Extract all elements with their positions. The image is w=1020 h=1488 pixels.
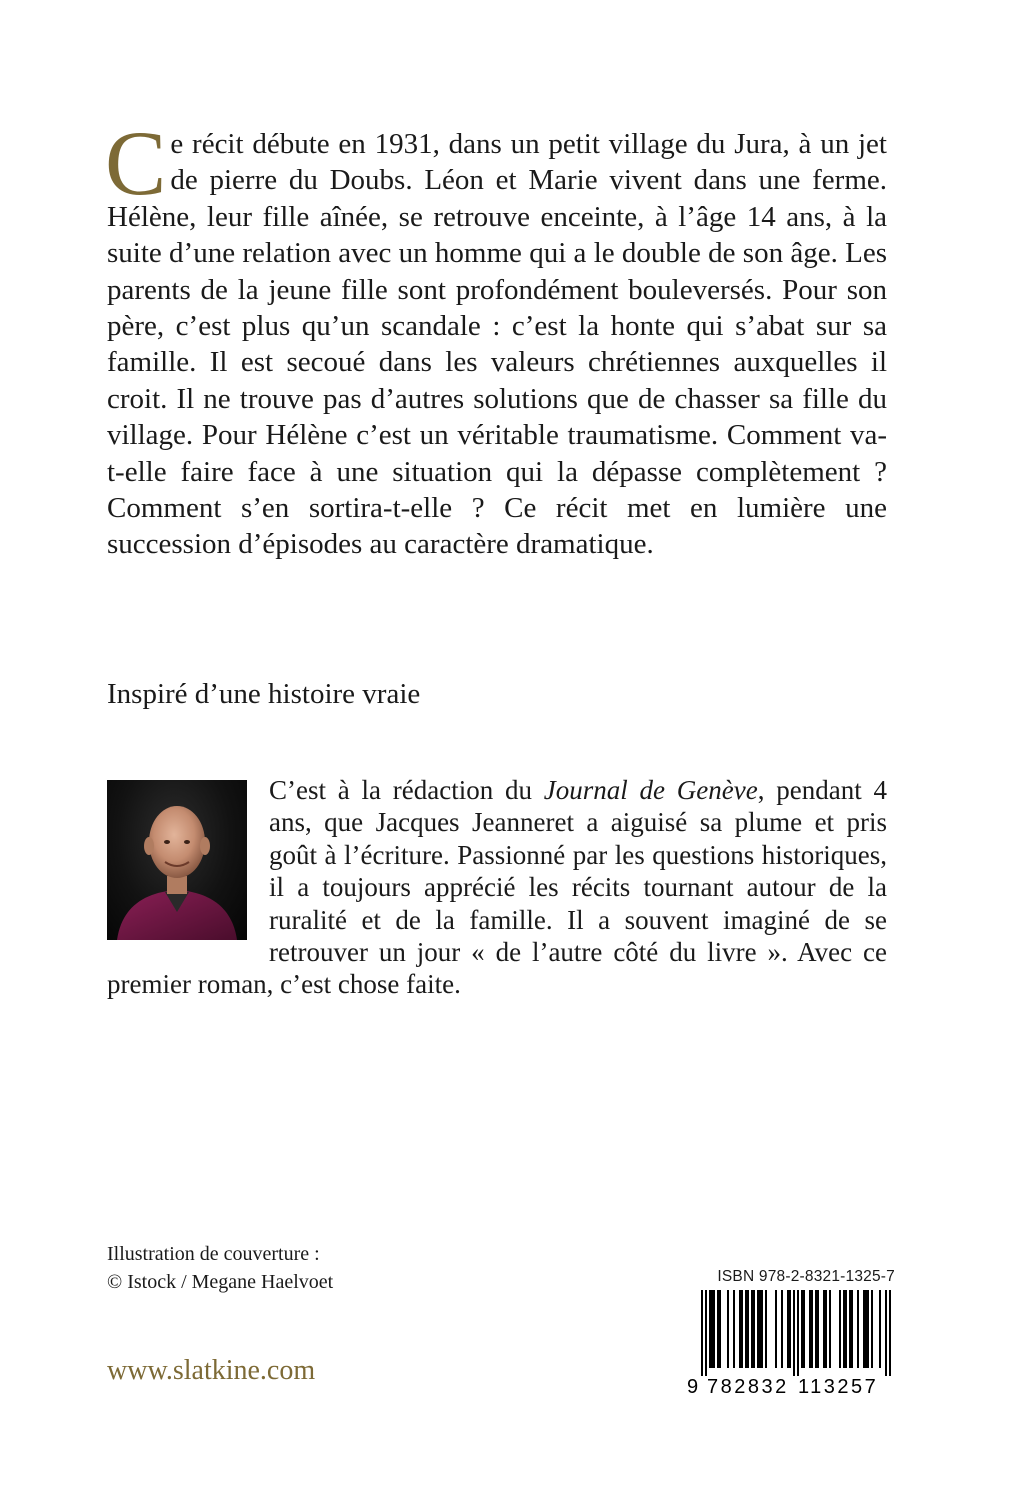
credits-line-1: Illustration de couverture : (107, 1243, 320, 1265)
barcode-bar (817, 1290, 819, 1368)
barcode-bar (803, 1290, 805, 1368)
blurb-text: e récit débute en 1931, dans un petit village du Jura, à un jet de pierre du Doubs. Léon et Marie vivent dans une ferme. Hélène, leur fille aînée, se retrouve enceinte, à l’âge 14 ans, à la suite d’une relation avec un homme qui a le double de son âge. Les parents de la jeune fille sont profondément bouleversés. Pour son père, c’est plus qu’un scandale : c’est la honte qui s’abat sur sa famille. Il est secoué dans les valeurs chrétiennes auxquelles il croit. Il ne trouve pas d’autres solutions que de chasser sa fille du village. Pour Hélène c’est un véritable traumatisme. Comment va-t-elle faire face à une situation qui la dépasse complètement ? Comment s’en sortira-t-elle ? Ce récit met en lumière une succession d’épisodes au caractère dramatique. (107, 128, 887, 561)
tagline: Inspiré d’une histoire vraie (107, 678, 421, 710)
barcode-bar (879, 1290, 881, 1368)
barcode-bar (765, 1290, 767, 1368)
drop-cap-letter: C (105, 112, 167, 214)
barcode-bar (789, 1290, 791, 1368)
isbn-right-digits: 113257 (798, 1376, 879, 1398)
cover-credits (107, 1240, 333, 1296)
barcode-bar (823, 1290, 825, 1368)
barcode-bar (797, 1290, 799, 1376)
barcode-bar (705, 1290, 707, 1376)
barcode-bar (863, 1290, 865, 1368)
barcode-bar (733, 1290, 735, 1368)
barcode-bar (851, 1290, 853, 1368)
barcode-bar (781, 1290, 783, 1368)
barcode-bar (739, 1290, 741, 1368)
barcode-bar (815, 1290, 817, 1368)
barcode-bar (727, 1290, 729, 1368)
author-bio-rest: , pendant 4 ans, que Jacques Jeanneret a aiguisé sa plume et pris goût à l’écriture. Passionné par les questions historiques, il a toujours apprécié les récits tournant autour de la ruralité et de la famille. Il a souvent imaginé de se retrouver un jour « de l’autre côté du livre ». Avec ce premier roman, c’est chose faite. (107, 775, 887, 1000)
barcode-bar (713, 1290, 715, 1368)
author-section (107, 774, 887, 1001)
publisher-website: www.slatkine.com (107, 1355, 316, 1386)
credits-line-2: © Istock / Megane Haelvoet (107, 1271, 334, 1293)
barcode-bar (761, 1290, 763, 1368)
author-portrait-illustration (107, 780, 247, 940)
author-bio-start: C’est à la rédaction du (269, 775, 544, 805)
barcode-bar (709, 1290, 711, 1368)
isbn-left-digits: 782832 (707, 1376, 789, 1398)
barcode-bar (741, 1290, 743, 1368)
barcode-bar (849, 1290, 851, 1368)
back-cover-blurb (105, 112, 887, 563)
barcode-bar (811, 1290, 813, 1368)
isbn-barcode (685, 1268, 895, 1398)
isbn-label: ISBN 978-2-8321-1325-7 (717, 1268, 895, 1285)
barcode-bar (745, 1290, 747, 1368)
barcode-bar (717, 1290, 719, 1368)
barcode-bar (889, 1290, 891, 1376)
barcode-bar (857, 1290, 859, 1368)
barcode-bar (829, 1290, 831, 1368)
journal-title: Journal de Genève (543, 775, 758, 805)
barcode-bar (801, 1290, 803, 1368)
barcode-bar (787, 1290, 789, 1368)
barcode-bar (719, 1290, 721, 1368)
barcode-bar (751, 1290, 753, 1368)
barcode-bar (825, 1290, 827, 1368)
barcode-bar (865, 1290, 867, 1368)
barcode-bar (711, 1290, 713, 1368)
barcode-bar (757, 1290, 759, 1368)
barcode-bar (843, 1290, 845, 1368)
barcode-bar (871, 1290, 873, 1368)
barcode-bar (845, 1290, 847, 1368)
barcode-bar (793, 1290, 795, 1376)
barcode-bar (775, 1290, 777, 1368)
barcode-bar (747, 1290, 749, 1368)
barcode-bar (839, 1290, 841, 1368)
barcode-bar (885, 1290, 887, 1376)
barcode-bar (701, 1290, 703, 1376)
author-photo (107, 780, 247, 940)
barcode-bar (759, 1290, 761, 1368)
barcode-graphic (685, 1290, 895, 1398)
isbn-first-digit: 9 (687, 1376, 699, 1398)
barcode-bar (867, 1290, 869, 1368)
barcode-bar (753, 1290, 755, 1368)
barcode-bar (809, 1290, 811, 1368)
